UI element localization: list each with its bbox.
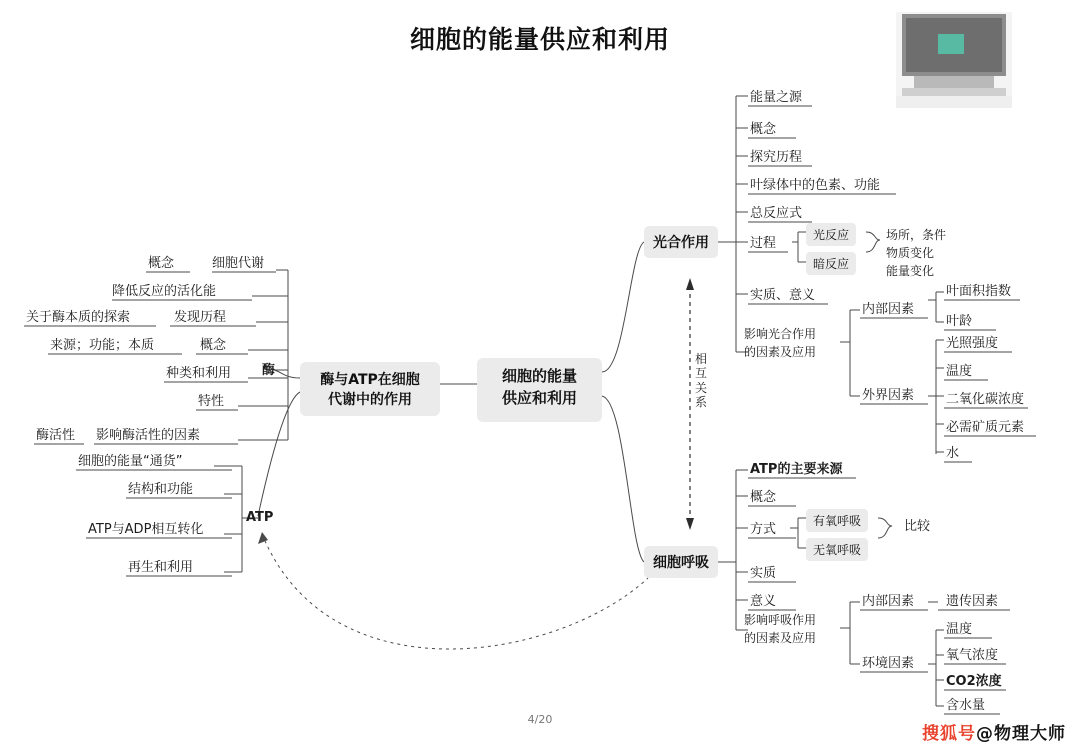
relation-char-3: 关 [694, 380, 707, 395]
leaf-oxygen-concentration[interactable]: 氧气浓度 [946, 648, 999, 663]
relation-char-2: 互 [694, 366, 707, 381]
leaf-resp-significance[interactable]: 意义 [750, 594, 777, 609]
photosynthesis-factors-line2: 的因素及应用 [744, 345, 817, 359]
leaf-genetic-factors[interactable]: 遗传因素 [946, 594, 999, 609]
respiration-factors-label[interactable] [744, 611, 816, 647]
respiration-factors-line2: 的因素及应用 [744, 631, 817, 645]
leaf-essential-minerals[interactable]: 必需矿质元素 [946, 420, 1025, 435]
leaf-lower-activation-energy[interactable]: 降低反应的活化能 [112, 284, 217, 299]
central-topic[interactable] [477, 358, 602, 422]
leaf-aerobic-respiration[interactable]: 有氧呼吸 [806, 509, 868, 532]
leaf-anaerobic-respiration[interactable]: 无氧呼吸 [806, 538, 868, 561]
leaf-photo-concept[interactable]: 概念 [750, 122, 777, 137]
leaf-resp-concept[interactable]: 概念 [750, 490, 777, 505]
decorative-thumbnail [896, 12, 1012, 108]
page-number: 4/20 [527, 713, 553, 726]
leaf-light-reaction[interactable]: 光反应 [806, 223, 856, 246]
leaf-overall-equation[interactable]: 总反应式 [750, 206, 803, 221]
thumbnail-graphic [896, 12, 1012, 108]
photosynthesis-factors-label[interactable] [744, 325, 816, 361]
watermark [922, 719, 1066, 744]
leaf-factors-affecting-enzyme-activity[interactable]: 影响酶活性的因素 [96, 428, 201, 443]
left-main-topic-line1: 酶与ATP在细胞 [320, 372, 420, 388]
leaf-external-factors-photo[interactable]: 外界因素 [862, 388, 915, 403]
leaf-essence-significance[interactable]: 实质、意义 [750, 288, 816, 303]
relation-arrow-head-top [686, 278, 694, 290]
photosynthesis-factors-line1: 影响光合作用 [744, 327, 817, 341]
leaf-co2-concentration-resp[interactable]: CO2浓度 [946, 674, 1002, 689]
left-main-topic-line2: 代谢中的作用 [328, 392, 412, 409]
branch-photosynthesis[interactable]: 光合作用 [644, 226, 718, 258]
branch-cellular-respiration[interactable]: 细胞呼吸 [644, 546, 718, 578]
relation-arrow-head-bottom [686, 518, 694, 530]
leaf-atp-main-source[interactable]: ATP的主要来源 [750, 462, 843, 477]
atp-link-arrow-head [258, 532, 268, 544]
leaf-concept-2[interactable]: 概念 [200, 338, 227, 353]
leaf-water[interactable]: 水 [946, 446, 960, 461]
leaf-internal-factors-resp[interactable]: 内部因素 [862, 594, 915, 609]
leaf-types-and-use[interactable]: 种类和利用 [166, 366, 232, 381]
leaf-enzyme-activity[interactable]: 酶活性 [36, 428, 76, 443]
relation-label [694, 352, 708, 410]
leaf-regeneration-and-use[interactable]: 再生和利用 [128, 560, 194, 575]
leaf-process[interactable]: 过程 [750, 236, 777, 251]
leaf-energy-source[interactable]: 能量之源 [750, 90, 803, 105]
atp-branch-label[interactable]: ATP [246, 510, 274, 525]
atp-respiration-link [262, 534, 648, 649]
process-notes [886, 226, 946, 280]
leaf-co2-concentration[interactable]: 二氧化碳浓度 [946, 392, 1025, 407]
leaf-dark-reaction[interactable]: 暗反应 [806, 252, 856, 275]
leaf-internal-factors-photo[interactable]: 内部因素 [862, 302, 915, 317]
leaf-light-intensity[interactable]: 光照强度 [946, 336, 999, 351]
process-note-1: 场所，条件 [886, 228, 947, 242]
leaf-atp-adp-conversion[interactable]: ATP与ADP相互转化 [88, 522, 204, 537]
leaf-cell-metabolism[interactable]: 细胞代谢 [212, 256, 265, 271]
central-topic-line1: 细胞的能量 [501, 367, 577, 385]
leaf-exploration-process[interactable]: 探究历程 [750, 150, 803, 165]
page-title: 细胞的能量供应和利用 [409, 25, 670, 54]
central-topic-line2: 供应和利用 [501, 388, 577, 407]
leaf-chloroplast-pigments[interactable]: 叶绿体中的色素、功能 [750, 178, 881, 193]
process-note-2: 物质变化 [886, 246, 935, 260]
leaf-temperature-resp[interactable]: 温度 [946, 622, 973, 637]
leaf-temperature-photo[interactable]: 温度 [946, 364, 973, 379]
leaf-leaf-area-index[interactable]: 叶面积指数 [946, 284, 1012, 299]
leaf-water-content[interactable]: 含水量 [946, 698, 986, 713]
left-main-topic[interactable] [300, 362, 440, 416]
leaf-structure-function[interactable]: 结构和功能 [128, 482, 194, 497]
leaf-resp-modes[interactable]: 方式 [750, 522, 777, 537]
process-note-3: 能量变化 [886, 264, 935, 278]
leaf-leaf-age[interactable]: 叶龄 [946, 314, 973, 329]
leaf-enzyme-nature-exploration[interactable]: 关于酶本质的探索 [26, 310, 131, 325]
leaf-compare: 比较 [904, 519, 931, 534]
enzyme-branch-label[interactable]: 酶 [262, 363, 276, 378]
watermark-author: @物理大师 [976, 724, 1066, 744]
leaf-discovery-history[interactable]: 发现历程 [174, 310, 227, 325]
leaf-energy-currency[interactable]: 细胞的能量“通货” [78, 454, 183, 469]
leaf-resp-essence[interactable]: 实质 [750, 566, 777, 581]
leaf-source-function-nature[interactable]: 来源；功能；本质 [50, 338, 155, 353]
leaf-characteristics[interactable]: 特性 [198, 394, 225, 409]
relation-char-1: 相 [694, 352, 707, 366]
respiration-factors-line1: 影响呼吸作用 [744, 613, 817, 627]
watermark-sohu: 搜狐号 [922, 724, 976, 744]
leaf-concept-1[interactable]: 概念 [148, 256, 175, 271]
leaf-external-factors-resp[interactable]: 环境因素 [862, 656, 915, 671]
relation-char-4: 系 [694, 395, 707, 410]
